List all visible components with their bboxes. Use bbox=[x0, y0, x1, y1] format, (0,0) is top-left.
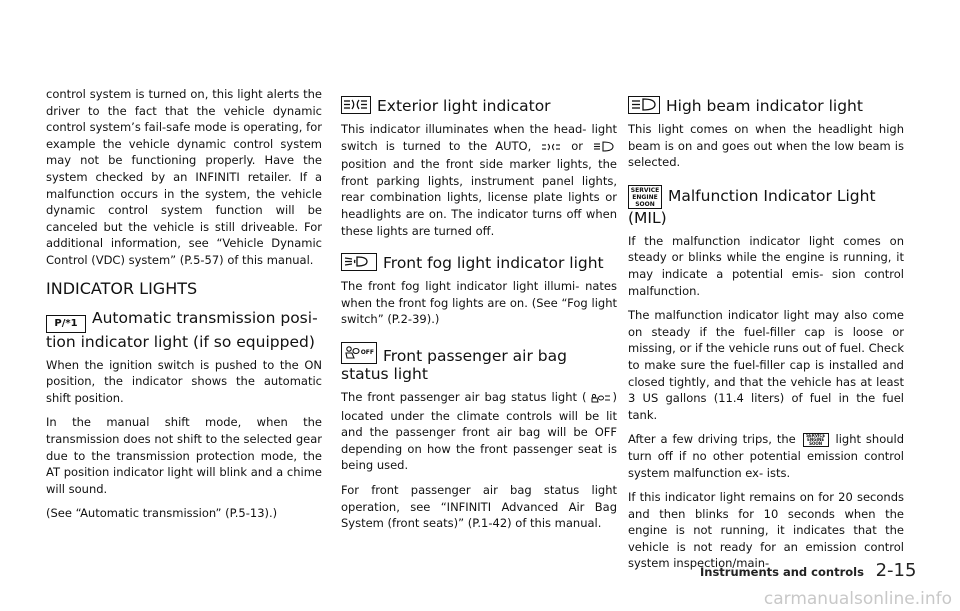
passenger-airbag-title: Front passenger air bag status light bbox=[341, 346, 567, 383]
mil-title: Malfunction Indicator Light (MIL) bbox=[628, 186, 876, 227]
passenger-airbag-paragraph-1: The front passenger air bag status light ( ) located under the climate controls will be lit and the passenger front air bag will be OFF depending on how the front passenger seat is being used. bbox=[341, 389, 617, 473]
page-footer bbox=[700, 560, 920, 581]
column-2 bbox=[341, 86, 617, 540]
service-engine-soon-icon: SERVICE ENGINE SOON bbox=[628, 185, 662, 209]
page-number: 2-15 bbox=[875, 560, 917, 581]
auto-exterior-light-icon bbox=[541, 140, 561, 157]
exterior-light-title: Exterior light indicator bbox=[377, 97, 551, 115]
mil-paragraph-4: If this indicator light remains on for 20 seconds and then blinks for 10 seconds when the engine is not running, it indicates that the vehicle is not ready for an emission control system inspection/main- bbox=[628, 490, 904, 571]
mil-paragraph-2: The malfunction indicator light may also come on steady if the fuel-filler cap is loose or missing, or if the vehicle runs out of fuel. Check to make sure the fuel-filler cap is installed and closed tightly, and that the vehicle has at least 3 US gallons (11.4 liters) of fuel in the fuel tank. bbox=[628, 308, 904, 422]
vdc-continued-paragraph: control system is turned on, this light alerts the driver to the fact that the vehicle dynamic control system’s fail-safe mode is operating, for example the vehicle dynamic control system may not be functioning properly. Have the system checked by an INFINITI retailer. If a malfunction occurs in the system, the vehicle dynamic control system function will be canceled but the vehicle is still driveable. For additional information, see “Vehicle Dynamic Control (VDC) system” (P.5-57) of this manual. bbox=[46, 87, 322, 267]
at-position-indicator-icon: P/*1 bbox=[46, 315, 86, 333]
service-engine-soon-inline-icon: SERVICE ENGINE SOON bbox=[803, 433, 829, 447]
front-fog-light-icon bbox=[341, 253, 377, 271]
exterior-light-icon bbox=[341, 96, 371, 114]
passenger-airbag-heading bbox=[341, 342, 617, 383]
mil-paragraph-1: If the malfunction indicator light comes on steady or blinks while the engine is running, it may indicate a potential emis- sion control malfunction. bbox=[628, 233, 904, 298]
exterior-light-paragraph: This indicator illuminates when the head- light switch is turned to the AUTO, or position and the front side marker lights, the front parking lights, instrument panel lights, rear combination lights, license plate lights or headlights are on. The indicator turns off when these lights are turned off. bbox=[341, 122, 617, 238]
high-beam-heading bbox=[628, 96, 904, 115]
exterior-light-heading bbox=[341, 96, 617, 115]
passenger-airbag-icon: OFF bbox=[341, 342, 377, 364]
high-beam-title: High beam indicator light bbox=[666, 97, 863, 115]
at-paragraph-1: When the ignition switch is pushed to the ON position, the indicator shows the automatic shift position. bbox=[46, 357, 322, 405]
headlight-icon bbox=[593, 140, 615, 157]
footer-section-title: Instruments and controls bbox=[700, 565, 864, 579]
passenger-airbag-paragraph-2: For front passenger air bag status light operation, see “INFINITI Advanced Air Bag System (front seats)” (P.1-42) of this manual. bbox=[341, 482, 617, 531]
column-3 bbox=[628, 86, 904, 580]
at-position-title: Automatic transmission posi- tion indicator light (if so equipped) bbox=[46, 308, 318, 351]
mil-heading bbox=[628, 185, 904, 227]
indicator-lights-heading: INDICATOR LIGHTS bbox=[46, 278, 198, 298]
watermark: carmanualsonline.info bbox=[763, 589, 952, 609]
front-fog-title: Front fog light indicator light bbox=[383, 254, 604, 273]
high-beam-paragraph: This light comes on when the headlight high beam is on and goes out when the low beam is selected. bbox=[628, 122, 904, 170]
at-position-heading bbox=[46, 309, 322, 351]
front-fog-paragraph: The front fog light indicator light illumi- nates when the front fog lights are on. (See “Fog light switch” (P.2-39).) bbox=[341, 279, 617, 327]
at-paragraph-3: (See “Automatic transmission” (P.5-13).) bbox=[46, 506, 278, 521]
column-1 bbox=[46, 86, 322, 530]
at-paragraph-2: In the manual shift mode, when the transmission does not shift to the selected gear due to the transmission protection mode, the AT position indicator light will blink and a chime will sound. bbox=[46, 415, 322, 496]
front-fog-heading bbox=[341, 253, 617, 272]
high-beam-icon bbox=[628, 96, 660, 114]
airbag-inline-icon bbox=[589, 391, 611, 408]
mil-paragraph-3: After a few driving trips, the SERVICE ENGINE SOON light should turn off if no other potential emission control system malfunction ex- ists. bbox=[628, 432, 905, 480]
